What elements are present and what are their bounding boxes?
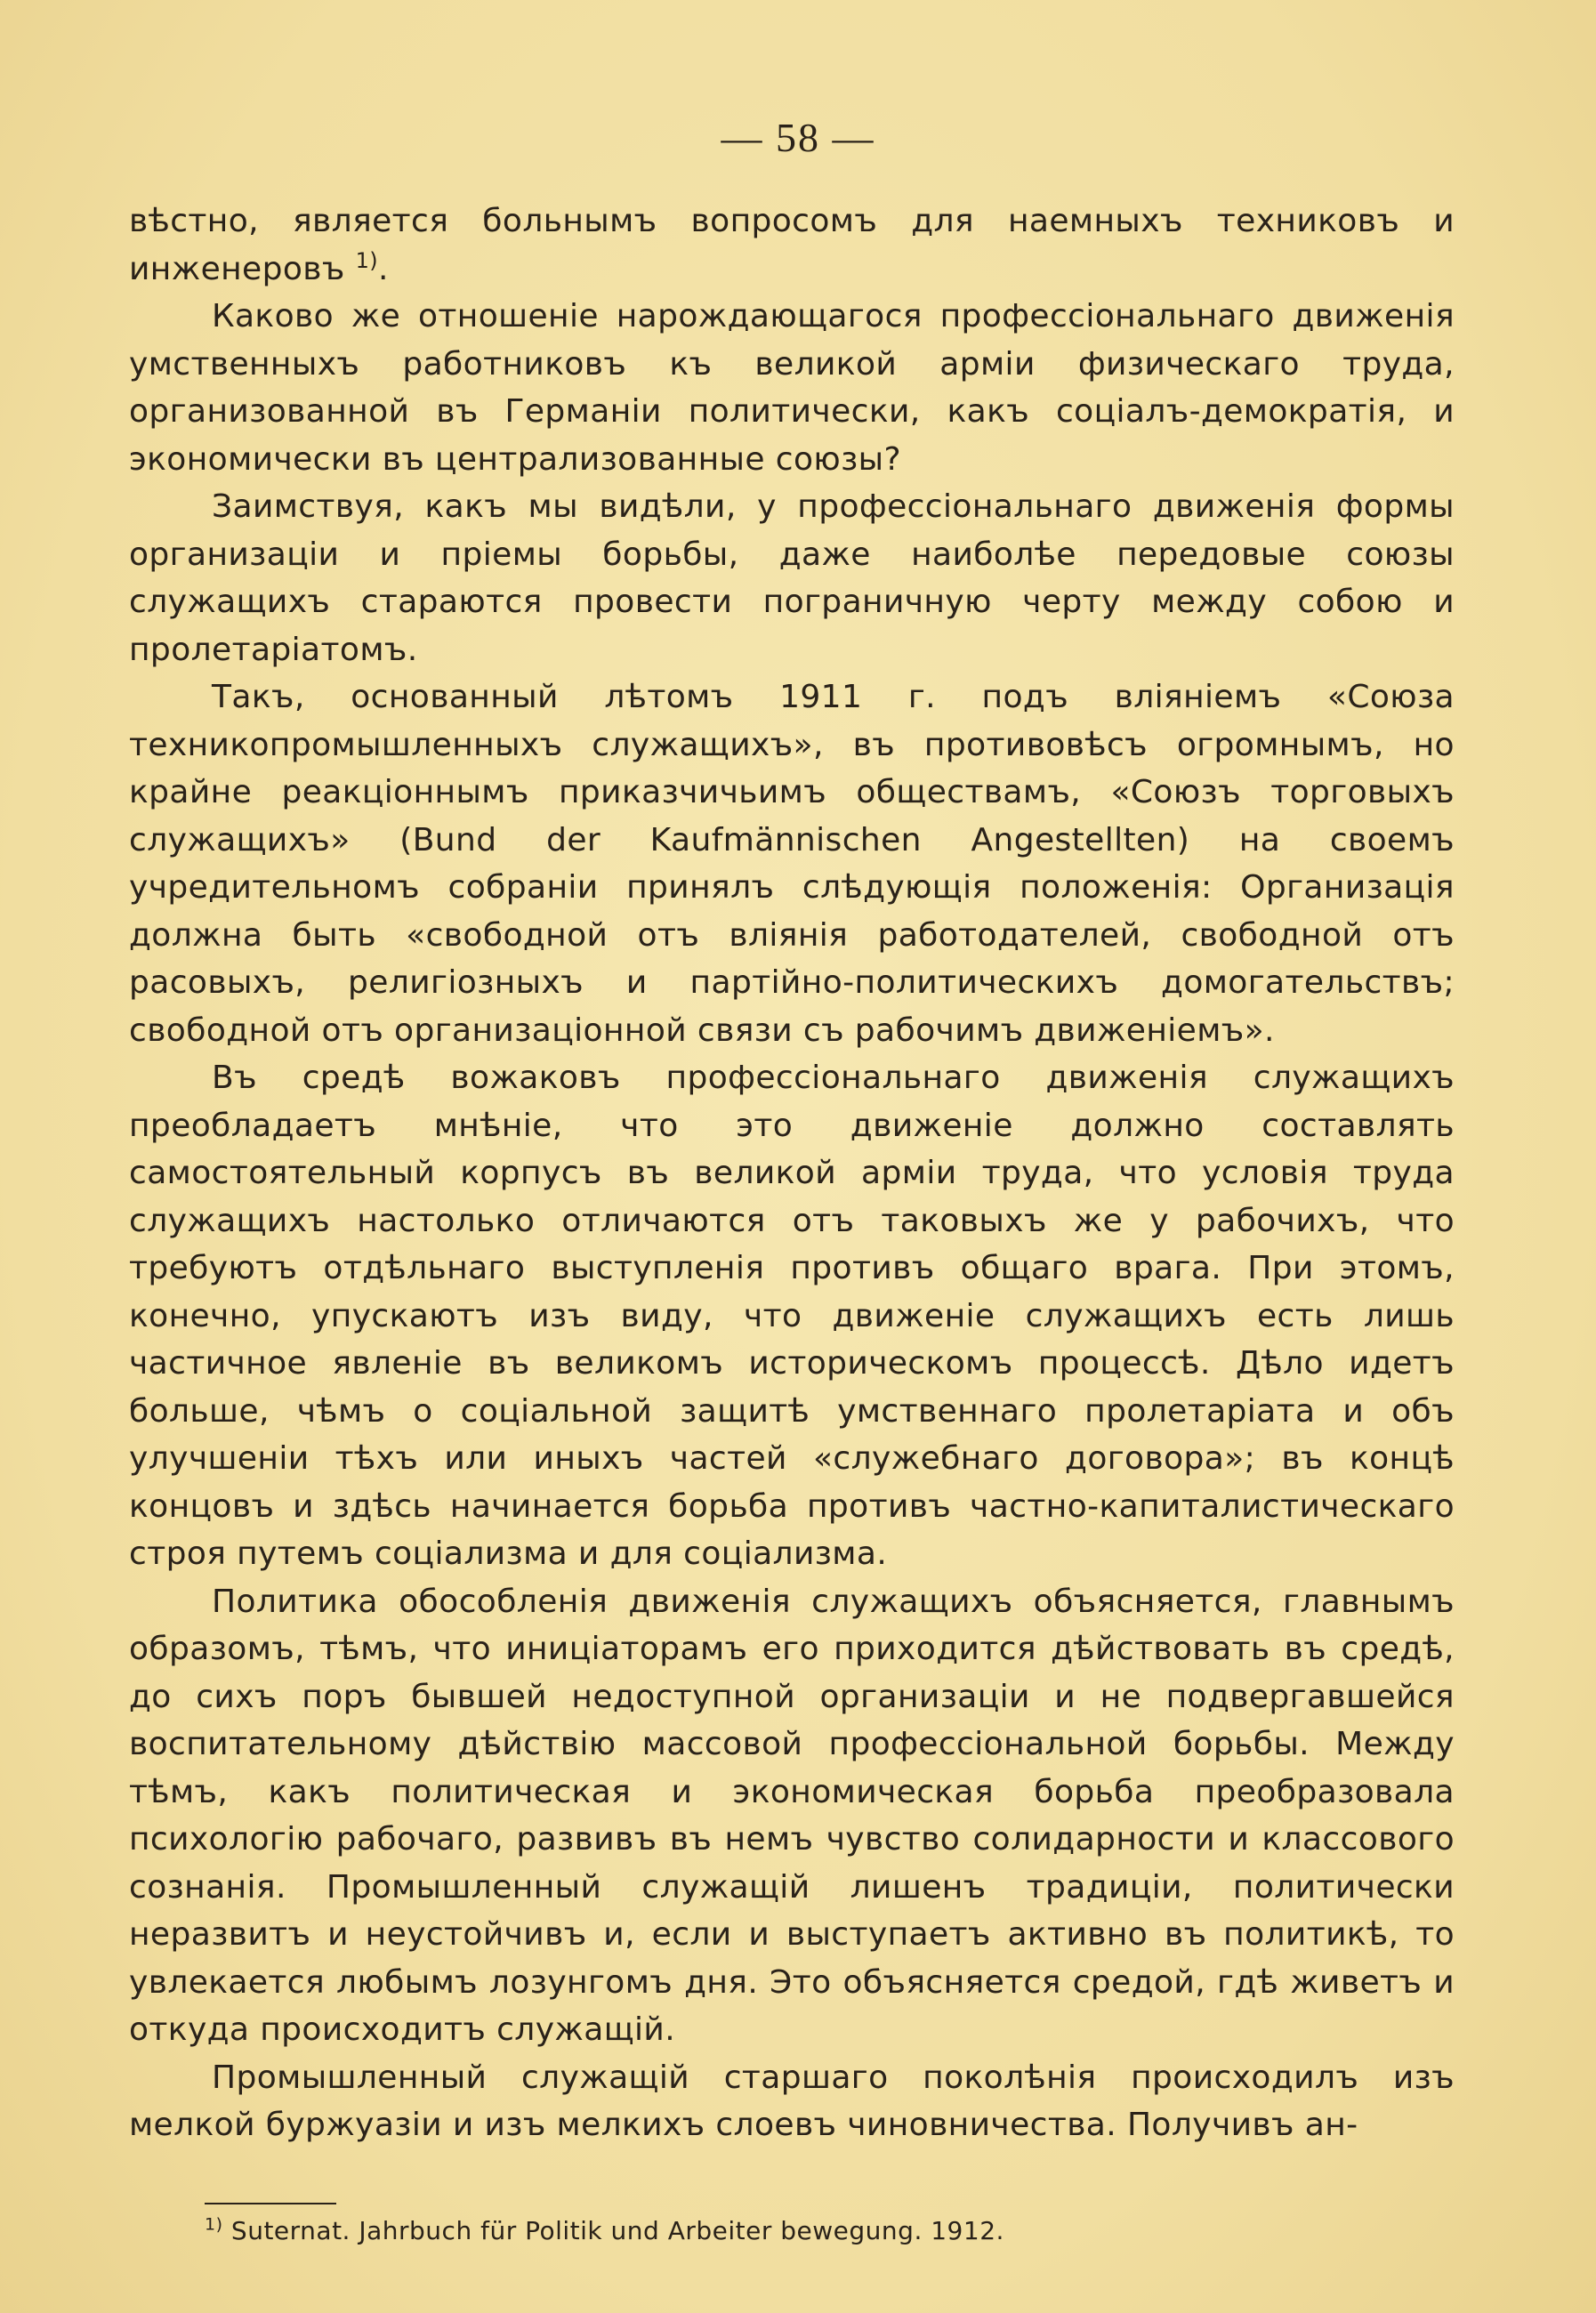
paragraph-6: Политика обособленія движенія служащихъ объясняется, главнымъ образомъ, тѣмъ, что иниціаторамъ его приходится дѣйствовать въ средѣ, до сихъ поръ бывшей недоступной организаціи и не подвергавшейся воспитательному дѣйствію массовой профессіональной борьбы. Между тѣмъ, какъ политическая и экономическая борьба преобразовала психологію рабочаго, развивъ въ немъ чувство солидарности и классового сознанія. Промышленный служащій лишенъ традиціи, политически неразвитъ и неустойчивъ и, если и выступаетъ активно въ политикѣ, то увлекается любымъ лозунгомъ дня. Это объясняется средой, гдѣ живетъ и откуда происходитъ служащій.: [129, 1583, 1455, 2048]
footnote-reference: 1): [355, 247, 379, 273]
paragraph-text: вѣстно, является больнымъ вопросомъ для наемныхъ техниковъ и инженеровъ: [129, 203, 1455, 287]
footnote-text: Suternat. Jahrbuch für Politik und Arbeiter bewegung. 1912.: [230, 2216, 1004, 2245]
footnote-mark: 1): [205, 2214, 223, 2235]
paragraph-5: Въ средѣ вожаковъ профессіональнаго движенія служащихъ преобладаетъ мнѣніе, что это движеніе должно составлять самостоятельный корпусъ въ великой арміи труда, что условія труда служащихъ настолько отличаются отъ таковыхъ же у рабочихъ, что требуютъ отдѣльнаго выступленія противъ общаго врага. При этомъ, конечно, упускаютъ изъ виду, что движеніе служащихъ есть лишь частичное явленіе въ великомъ историческомъ процессѣ. Дѣло идетъ больше, чѣмъ о соціальной защитѣ умственнаго пролетаріата и объ улучшеніи тѣхъ или иныхъ частей «служебнаго договора»; въ концѣ концовъ и здѣсь начинается борьба противъ частно-капиталистическаго строя путемъ соціализма и для соціализма.: [129, 1060, 1455, 1572]
paragraph-2: Каково же отношеніе нарождающагося профессіональнаго движенія умственныхъ работниковъ къ великой арміи физическаго труда, организованной въ Германіи политически, какъ соціалъ-демократія, и экономически въ централизованные союзы?: [129, 298, 1455, 478]
main-text: [129, 197, 1455, 2149]
page-number: — 58 —: [721, 115, 875, 160]
paragraph-tail: .: [378, 250, 389, 287]
paragraph-7: Промышленный служащій старшаго поколѣнія происходилъ изъ мелкой буржуазіи и изъ мелкихъ слоевъ чиновничества. Получивъ ан-: [129, 2059, 1455, 2143]
paragraph-4: Такъ, основанный лѣтомъ 1911 г. подъ вліяніемъ «Союза техникопромышленныхъ служащихъ», въ противовѣсъ огромнымъ, но крайне реакціоннымъ приказчичьимъ обществамъ, «Союзъ торговыхъ служащихъ» (Bund der Kaufmännischen Angestellten) на своемъ учредительномъ собраніи принялъ слѣдующія положенія: Организація должна быть «свободной отъ вліянія работодателей, свободной отъ расовыхъ, религіозныхъ и партійно-политическихъ домогательствъ; свободной отъ организаціонной связи съ рабочимъ движеніемъ».: [129, 679, 1455, 1049]
footnote-divider: [205, 2203, 336, 2204]
footnote: [205, 2213, 1406, 2249]
paragraph-1: [129, 197, 1455, 293]
paragraph-3: Заимствуя, какъ мы видѣли, у профессіональнаго движенія формы организаціи и пріемы борьбы, даже наиболѣе передовые союзы служащихъ стараются провести пограничную черту между собою и пролетаріатомъ.: [129, 488, 1455, 668]
